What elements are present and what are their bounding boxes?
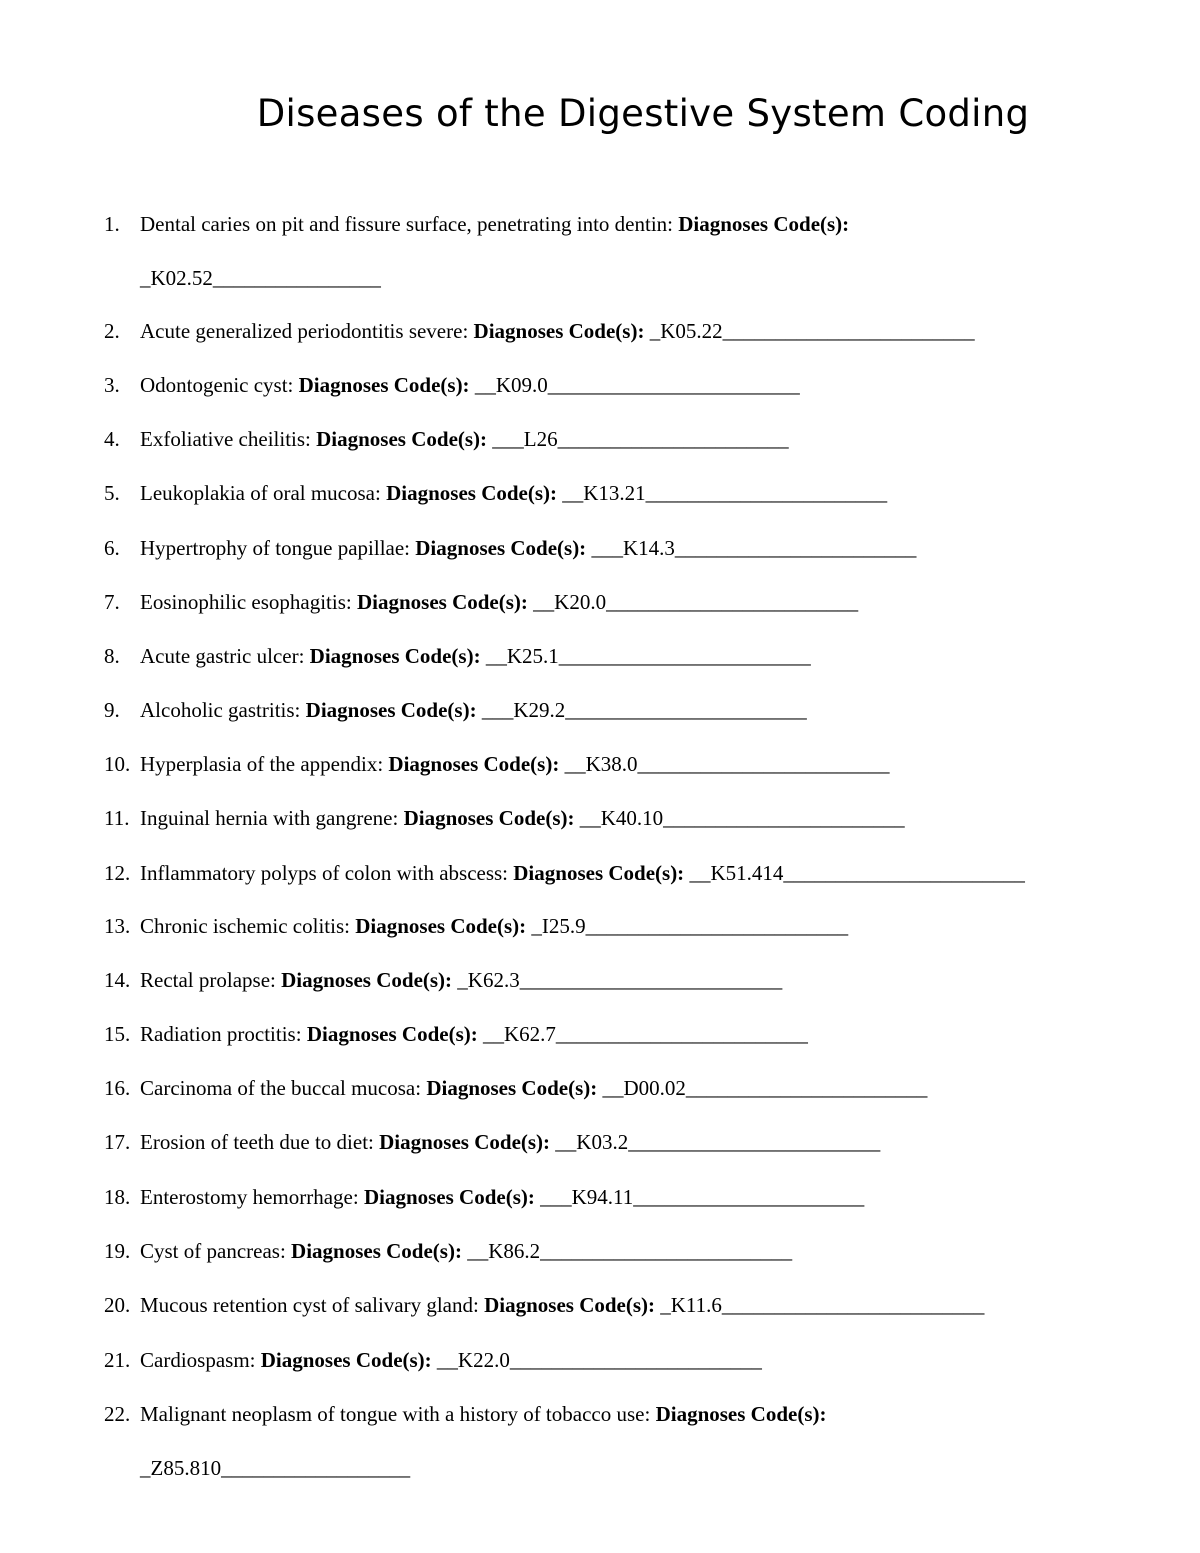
question-number: 2. [104, 319, 120, 343]
answer-code: ___K94.11______________________ [540, 1185, 865, 1209]
question-text: Eosinophilic esophagitis: [140, 590, 352, 614]
question-item [104, 1129, 880, 1155]
question-text: Chronic ischemic colitis: [140, 914, 350, 938]
question-item [104, 318, 975, 344]
diagnoses-code-label: Diagnoses Code(s): [678, 212, 850, 236]
answer-code: __K09.0________________________ [474, 373, 800, 397]
diagnoses-code-label: Diagnoses Code(s): [305, 698, 477, 722]
question-item [104, 913, 848, 939]
question-number: 7. [104, 590, 120, 614]
question-number: 6. [104, 536, 120, 560]
question-text: Radiation proctitis: [140, 1022, 302, 1046]
question-text: Odontogenic cyst: [140, 373, 294, 397]
diagnoses-code-label: Diagnoses Code(s): [473, 319, 645, 343]
question-number: 20. [104, 1293, 131, 1317]
question-number: 9. [104, 698, 120, 722]
page-title: Diseases of the Digestive System Coding [256, 92, 1030, 135]
answer-code: __K38.0________________________ [564, 752, 890, 776]
diagnoses-code-label: Diagnoses Code(s): [316, 427, 488, 451]
question-number: 18. [104, 1185, 131, 1209]
question-item [104, 751, 890, 777]
question-text: Leukoplakia of oral mucosa: [140, 481, 381, 505]
diagnoses-code-label: Diagnoses Code(s): [306, 1022, 478, 1046]
diagnoses-code-label: Diagnoses Code(s): [388, 752, 560, 776]
question-text: Cardiospasm: [140, 1348, 256, 1372]
question-item [104, 535, 916, 561]
answer-code: __K03.2________________________ [555, 1130, 881, 1154]
question-number: 22. [104, 1402, 131, 1426]
question-number: 11. [104, 806, 130, 830]
question-number: 1. [104, 212, 120, 236]
answer-code: __K22.0________________________ [436, 1348, 762, 1372]
diagnoses-code-label: Diagnoses Code(s): [386, 481, 558, 505]
answer-code: __K51.414_______________________ [689, 861, 1025, 885]
question-item [104, 697, 807, 723]
diagnoses-code-label: Diagnoses Code(s): [291, 1239, 462, 1263]
question-number: 16. [104, 1076, 131, 1100]
question-number: 15. [104, 1022, 131, 1046]
question-number: 3. [104, 373, 120, 397]
question-text: Rectal prolapse: [140, 968, 276, 992]
answer-code: ___K29.2_______________________ [481, 698, 807, 722]
question-item [104, 589, 858, 615]
question-item [104, 1401, 826, 1427]
diagnoses-code-label: Diagnoses Code(s): [379, 1130, 551, 1154]
question-number: 14. [104, 968, 131, 992]
diagnoses-code-label: Diagnoses Code(s): [363, 1185, 535, 1209]
question-number: 19. [104, 1239, 131, 1263]
diagnoses-code-label: Diagnoses Code(s): [298, 373, 470, 397]
question-text: Hyperplasia of the appendix: [140, 752, 384, 776]
answer-code: _K11.6_________________________ [660, 1293, 985, 1317]
question-text: Erosion of teeth due to diet: [140, 1130, 374, 1154]
question-text: Acute gastric ulcer: [140, 644, 305, 668]
diagnoses-code-label: Diagnoses Code(s): [309, 644, 481, 668]
answer-code: __K86.2________________________ [467, 1239, 793, 1263]
question-item [104, 480, 887, 506]
answer-code: __K62.7________________________ [482, 1022, 808, 1046]
answer-code: _K02.52________________ [140, 266, 381, 290]
question-item [104, 1238, 792, 1264]
question-number: 13. [104, 914, 131, 938]
question-item [104, 1347, 762, 1373]
diagnoses-code-label: Diagnoses Code(s): [355, 914, 527, 938]
question-text: Mucous retention cyst of salivary gland: [140, 1293, 479, 1317]
question-number: 21. [104, 1348, 131, 1372]
question-text: Dental caries on pit and fissure surface, penetrating into dentin: [140, 212, 673, 236]
answer-code: __K40.10_______________________ [579, 806, 905, 830]
question-number: 4. [104, 427, 120, 451]
diagnoses-code-label: Diagnoses Code(s): [415, 536, 587, 560]
question-item [104, 1184, 864, 1210]
question-item [104, 1292, 984, 1318]
question-item [104, 372, 800, 398]
diagnoses-code-label: Diagnoses Code(s): [655, 1402, 827, 1426]
diagnoses-code-label: Diagnoses Code(s): [260, 1348, 432, 1372]
diagnoses-code-label: Diagnoses Code(s): [356, 590, 528, 614]
question-item [104, 643, 811, 669]
question-number: 17. [104, 1130, 131, 1154]
answer-code: _K05.22________________________ [649, 319, 975, 343]
diagnoses-code-label: Diagnoses Code(s): [513, 861, 685, 885]
answer-code: ___K14.3_______________________ [591, 536, 917, 560]
question-number: 8. [104, 644, 120, 668]
question-item [104, 967, 782, 993]
question-item [104, 860, 1025, 886]
question-text: Carcinoma of the buccal mucosa: [140, 1076, 422, 1100]
answer-line [140, 265, 381, 291]
question-text: Acute generalized periodontitis severe: [140, 319, 469, 343]
answer-code: __K25.1________________________ [485, 644, 811, 668]
answer-code: _K62.3_________________________ [457, 968, 783, 992]
question-text: Alcoholic gastritis: [140, 698, 301, 722]
diagnoses-code-label: Diagnoses Code(s): [281, 968, 453, 992]
question-text: Cyst of pancreas: [140, 1239, 286, 1263]
answer-code: ___L26______________________ [492, 427, 789, 451]
question-text: Inguinal hernia with gangrene: [140, 806, 399, 830]
diagnoses-code-label: Diagnoses Code(s): [403, 806, 575, 830]
answer-code: _Z85.810__________________ [140, 1456, 411, 1480]
question-number: 10. [104, 752, 131, 776]
answer-code: __D00.02_______________________ [602, 1076, 928, 1100]
question-text: Malignant neoplasm of tongue with a history of tobacco use: [140, 1402, 651, 1426]
question-number: 12. [104, 861, 131, 885]
question-item [104, 1075, 927, 1101]
question-text: Exfoliative cheilitis: [140, 427, 311, 451]
question-item [104, 805, 905, 831]
question-item [104, 426, 789, 452]
diagnoses-code-label: Diagnoses Code(s): [426, 1076, 598, 1100]
question-text: Enterostomy hemorrhage: [140, 1185, 359, 1209]
answer-code: __K13.21_______________________ [562, 481, 888, 505]
question-number: 5. [104, 481, 120, 505]
answer-code: _I25.9_________________________ [531, 914, 849, 938]
diagnoses-code-label: Diagnoses Code(s): [484, 1293, 656, 1317]
answer-code: __K20.0________________________ [533, 590, 859, 614]
question-item [104, 211, 849, 237]
question-item [104, 1021, 808, 1047]
question-text: Inflammatory polyps of colon with abscess: [140, 861, 509, 885]
question-text: Hypertrophy of tongue papillae: [140, 536, 411, 560]
answer-line [140, 1455, 410, 1481]
